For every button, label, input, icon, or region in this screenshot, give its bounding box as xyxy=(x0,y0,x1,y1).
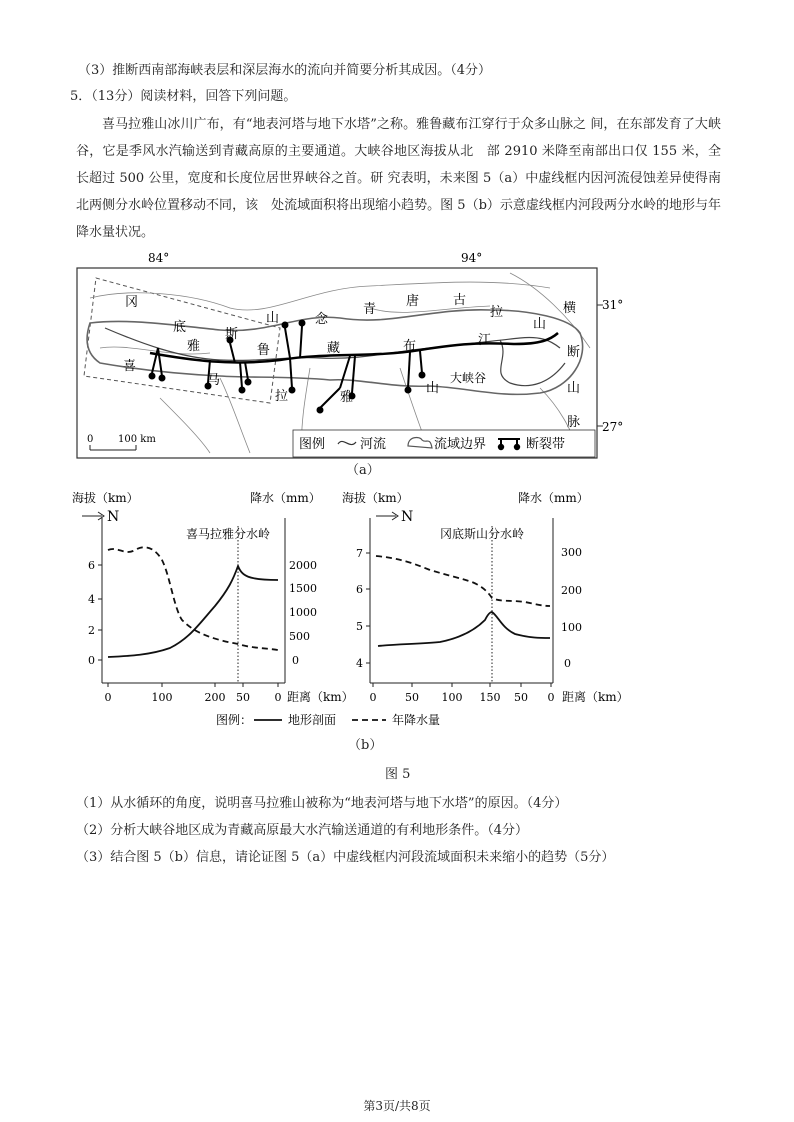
right-y2tick: 200 xyxy=(561,584,582,597)
map-label: 雅 xyxy=(340,390,354,405)
profile-legend-title: 图例： xyxy=(216,713,253,727)
subquestion-1: （1）从水循环的角度，说明喜马拉雅山被称为“地表河塔与地下水塔”的原因。（4分） xyxy=(76,796,568,811)
subquestion-3: （3）结合图 5（b）信息，请论证图 5（a）中虚线框内河段流域面积未来缩小的趋势（5分） xyxy=(76,850,615,865)
map-label: 冈 xyxy=(125,295,139,310)
map-label: 雅 xyxy=(187,339,201,354)
page-footer: 第3页/共8页 xyxy=(363,1099,431,1113)
left-xtick: 200 xyxy=(204,691,226,704)
map-label: 藏 xyxy=(327,341,341,356)
lon-84-label: 84° xyxy=(148,251,170,265)
left-terrain-profile xyxy=(108,566,278,657)
right-xtick: 0 xyxy=(547,691,555,704)
legend-fault-label: 断裂带 xyxy=(526,437,566,452)
left-y2tick: 0 xyxy=(292,654,299,667)
legend-boundary-label: 流域边界 xyxy=(434,437,487,452)
left-north: N xyxy=(107,509,120,525)
left-xtick: 100 xyxy=(151,691,173,704)
scale-label: 100 km xyxy=(118,434,156,445)
question-5-heading: 5．（13分）阅读材料，回答下列问题。 xyxy=(70,89,297,104)
legend-river-label: 河流 xyxy=(360,437,387,452)
map-label: 斯 xyxy=(225,327,239,342)
right-north: N xyxy=(401,509,414,525)
left-ytick: 6 xyxy=(88,559,95,572)
left-xtick: 0 xyxy=(274,691,282,704)
left-xlabel: 距离（km） xyxy=(287,690,354,704)
question-5-material: 喜马拉雅山冰川广布，有“地表河塔与地下水塔”之称。雅鲁藏布江穿行于众多山脉之 间，在东部发育了大峡谷，它是季风水汽输送到青藏高原的主要通道。大峡谷地区海拔从北 部 2910 米降至南部出口仅 155 米，全长超过 500 公里，宽度和长度位居世界峡谷之首。研 究表明，未来图 5（a）中虚线框内因河流侵蚀差异使得南北两侧分水岭位置移动不同，该 处流域面积将出现缩小趋势。图 5（b）示意虚线框内河段两分水岭的地形与年降水量状况。 xyxy=(76,117,721,240)
legend-terrain-label: 地形剖面 xyxy=(288,713,337,727)
map-label: 山 xyxy=(533,317,547,332)
map-figure-a xyxy=(70,248,630,480)
profile-figure-b xyxy=(70,488,640,728)
right-xtick: 50 xyxy=(405,691,419,704)
map-label: 布 xyxy=(403,339,417,354)
right-ytick: 5 xyxy=(356,620,363,633)
lon-94-label: 94° xyxy=(461,251,483,265)
left-y2tick: 500 xyxy=(289,630,310,643)
legend-precip-label: 年降水量 xyxy=(392,713,441,727)
lat-31-label: 31° xyxy=(602,298,624,312)
right-y2tick: 0 xyxy=(564,657,571,670)
profile-caption: （b） xyxy=(348,738,383,753)
right-y2label: 降水（mm） xyxy=(518,491,589,505)
map-label: 大峡谷 xyxy=(450,371,487,385)
map-caption: （a） xyxy=(346,463,380,478)
right-terrain-profile xyxy=(378,612,550,646)
map-label: 古 xyxy=(453,293,467,308)
map-label: 拉 xyxy=(275,389,289,404)
map-label: 马 xyxy=(207,373,221,388)
left-precip-curve xyxy=(108,547,278,650)
left-y2tick: 2000 xyxy=(289,559,317,572)
map-label: 底 xyxy=(173,320,187,335)
map-label: 山 xyxy=(567,381,581,396)
left-y2label: 降水（mm） xyxy=(250,491,321,505)
map-label: 青 xyxy=(363,302,377,317)
subquestion-2: （2）分析大峡谷地区成为青藏高原最大水汽输送通道的有利地形条件。（4分） xyxy=(76,823,529,838)
right-y2tick: 100 xyxy=(561,621,582,634)
right-ylabel: 海拔（km） xyxy=(342,491,409,505)
right-ytick: 6 xyxy=(356,583,363,596)
left-xtick: 50 xyxy=(236,691,250,704)
right-ytick: 7 xyxy=(356,547,363,560)
right-ytick: 4 xyxy=(356,657,363,670)
map-label: 山 xyxy=(266,311,280,326)
left-ridge-label: 喜马拉雅分水岭 xyxy=(186,527,271,541)
figure-caption: 图 5 xyxy=(385,767,411,782)
legend-title: 图例 xyxy=(299,437,326,452)
map-label: 江 xyxy=(478,333,492,348)
right-y2tick: 300 xyxy=(561,546,582,559)
left-xtick: 0 xyxy=(104,691,112,704)
map-label: 脉 xyxy=(567,415,581,430)
map-label: 山 xyxy=(426,381,440,396)
left-y2tick: 1500 xyxy=(289,582,317,595)
right-xtick: 50 xyxy=(514,691,528,704)
scale-zero: 0 xyxy=(87,434,94,445)
map-label: 鲁 xyxy=(257,343,271,358)
map-label: 拉 xyxy=(490,305,504,320)
map-label: 断 xyxy=(567,345,581,360)
right-ridge-label: 冈底斯山分水岭 xyxy=(440,527,525,541)
left-ytick: 0 xyxy=(88,654,95,667)
map-label: 喜 xyxy=(123,359,137,374)
right-xtick: 0 xyxy=(369,691,377,704)
lat-27-label: 27° xyxy=(602,420,624,434)
question-3-top: （3）推断西南部海峡表层和深层海水的流向并简要分析其成因。（4分） xyxy=(78,63,492,78)
right-xtick: 100 xyxy=(441,691,463,704)
left-ytick: 2 xyxy=(88,624,95,637)
left-y2tick: 1000 xyxy=(289,606,317,619)
right-xtick: 150 xyxy=(479,691,501,704)
right-xlabel: 距离（km） xyxy=(562,690,629,704)
map-label: 念 xyxy=(315,312,329,327)
map-label: 唐 xyxy=(406,294,420,309)
map-label: 横 xyxy=(563,301,577,316)
right-precip-curve xyxy=(376,556,550,606)
left-ytick: 4 xyxy=(88,593,95,606)
left-ylabel: 海拔（km） xyxy=(72,491,139,505)
